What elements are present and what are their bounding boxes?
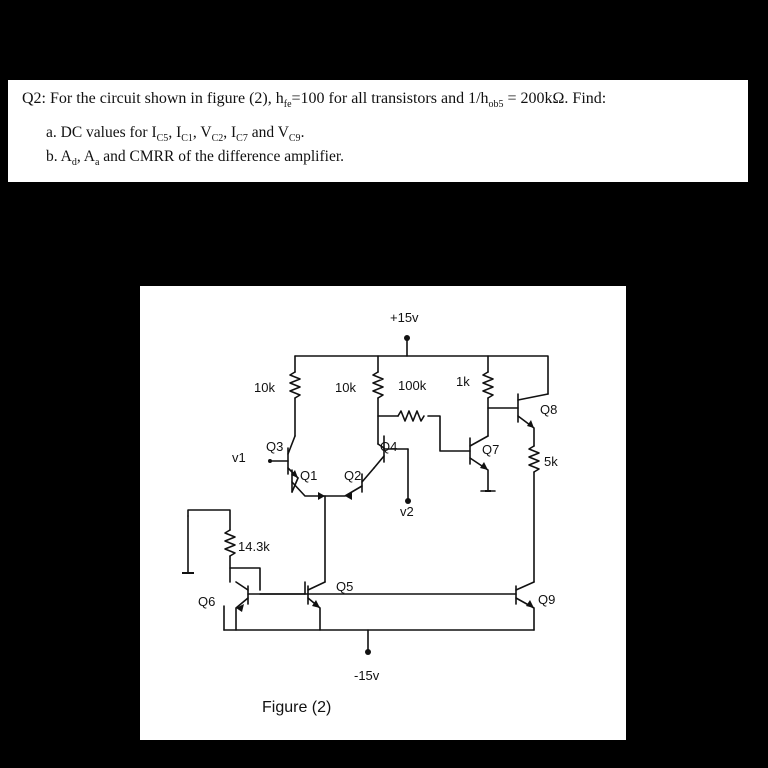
label-resistor: 100k <box>398 378 427 393</box>
label-transistor: Q9 <box>538 592 556 607</box>
ground-bar <box>182 572 194 574</box>
label-transistor: Q3 <box>266 439 284 454</box>
subscript: C9 <box>288 133 301 145</box>
subscript: a <box>94 157 100 169</box>
part-a-text: . <box>300 124 305 141</box>
question-part-a <box>46 124 304 144</box>
circuit-wires <box>188 338 548 652</box>
subscript: C1 <box>181 133 193 145</box>
label-supply-negative: -15v <box>354 668 380 683</box>
prompt-text-end: = 200kΩ. Find: <box>503 90 607 107</box>
label-input-v2: v2 <box>400 504 414 519</box>
label-supply-positive: +15v <box>390 310 419 325</box>
circuit-figure <box>140 286 626 740</box>
part-a-text: , I <box>168 124 182 141</box>
label-transistor: Q8 <box>540 402 558 417</box>
part-a-marker: a. <box>46 124 57 141</box>
question-box <box>8 80 748 182</box>
ground-bar <box>485 490 491 492</box>
part-b-text: A <box>57 148 72 165</box>
part-b-text: , A <box>76 148 95 165</box>
supply-node <box>365 649 371 655</box>
emitter-arrow <box>318 492 325 500</box>
emitter-arrow <box>312 600 320 608</box>
hob-subscript: ob5 <box>488 99 504 111</box>
label-transistor: Q2 <box>344 468 362 483</box>
label-transistor: Q6 <box>198 594 216 609</box>
label-resistor: 14.3k <box>238 539 270 554</box>
label-transistor: Q7 <box>482 442 500 457</box>
label-input-v1: v1 <box>232 450 246 465</box>
circuit-markers <box>182 335 534 655</box>
question-part-b <box>46 148 344 168</box>
subscript: C5 <box>156 133 169 145</box>
circuit-diagram <box>140 286 626 740</box>
label-resistor: 5k <box>544 454 558 469</box>
supply-node <box>404 335 410 341</box>
label-transistor: Q5 <box>336 579 354 594</box>
label-transistor: Q1 <box>300 468 318 483</box>
prompt-text-mid: =100 for all transistors and 1/h <box>291 90 489 107</box>
part-b-marker: b. <box>46 148 58 165</box>
hfe-subscript: fe <box>283 99 292 111</box>
label-resistor: 10k <box>254 380 275 395</box>
input-node <box>268 459 272 463</box>
subscript: C7 <box>236 133 248 145</box>
part-a-text: , V <box>192 124 212 141</box>
figure-caption: Figure (2) <box>262 699 332 716</box>
part-a-text: DC values for I <box>56 124 157 141</box>
prompt-text: For the circuit shown in figure (2), h <box>46 90 284 107</box>
subscript: d <box>71 157 77 169</box>
part-b-text: and CMRR of the difference amplifier. <box>99 148 345 165</box>
subscript: C2 <box>211 133 224 145</box>
label-resistor: 10k <box>335 380 356 395</box>
part-a-text: and V <box>247 124 289 141</box>
part-a-text: , I <box>223 124 237 141</box>
question-number: Q2: <box>22 90 46 107</box>
question-prompt <box>22 90 606 110</box>
label-resistor: 1k <box>456 374 470 389</box>
label-transistor: Q4 <box>380 439 398 454</box>
